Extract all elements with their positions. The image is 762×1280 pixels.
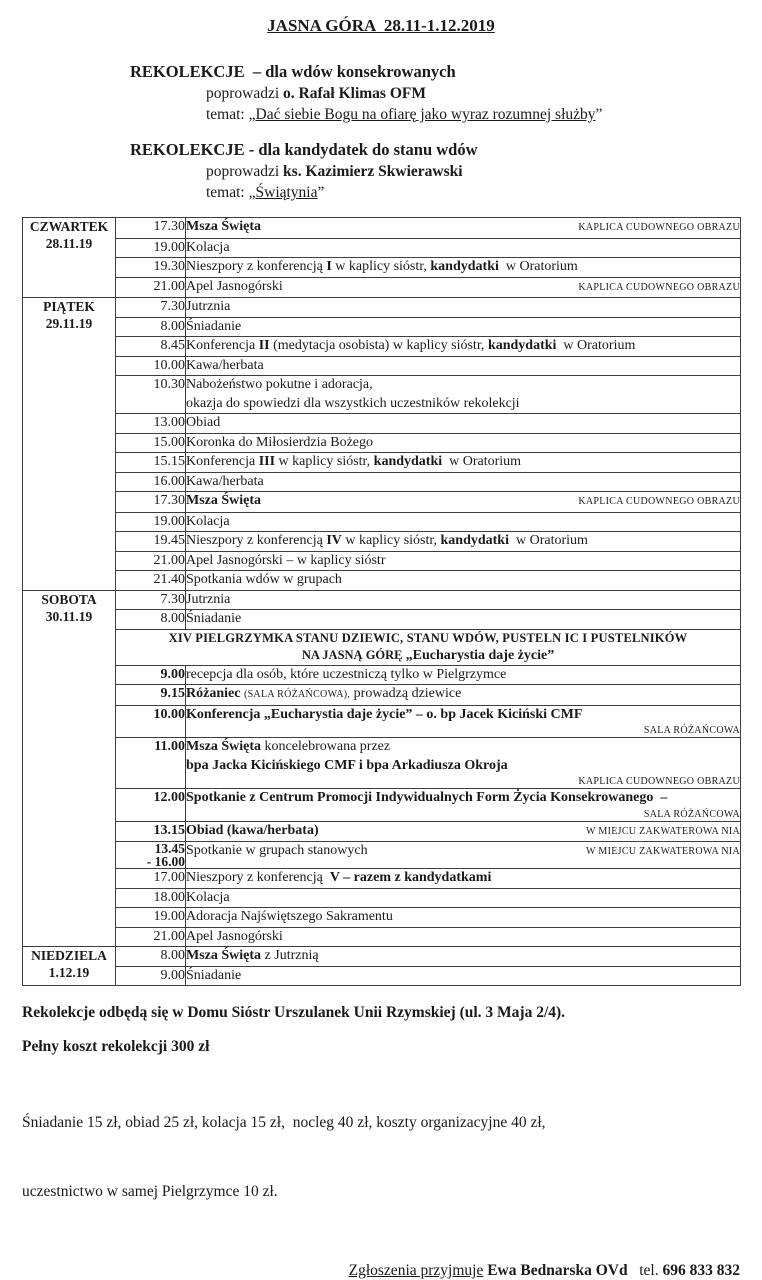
schedule-row <box>23 258 741 278</box>
schedule-row <box>23 238 741 258</box>
text-segment: Śniadanie <box>186 318 242 334</box>
event-line <box>186 738 740 757</box>
time-cell: 19.30 <box>116 258 186 278</box>
text-segment: Obiad (kawa/herbata) <box>186 822 319 838</box>
event-line <box>186 258 740 277</box>
text-segment: Nieszpory z konferencją <box>186 870 330 885</box>
time-cell: 16.00 <box>116 472 186 492</box>
footer-cost: Pełny koszt rekolekcji 300 zł <box>22 1038 210 1055</box>
event-text <box>186 218 261 237</box>
text-segment: w Oratorium <box>442 454 522 469</box>
text-segment: V – razem z kandydatkami <box>329 870 492 885</box>
retreat-leader-line <box>206 83 740 104</box>
text-segment: prowadzą dziewice <box>350 686 462 701</box>
text-segment: Ewa Bednarska OVd <box>487 1262 628 1279</box>
text-segment: Śniadanie <box>186 967 242 983</box>
leader-name: o. Rafał Klimas OFM <box>283 85 426 102</box>
retreat-name: REKOLEKCJE – dla wdów konsekrowanych <box>130 62 456 81</box>
time-cell: 10.00 <box>116 356 186 376</box>
event-line <box>186 453 740 472</box>
time-cell: 8.00 <box>116 947 186 967</box>
text-segment: Konferencja <box>186 338 259 353</box>
time-cell: 15.00 <box>116 433 186 453</box>
event-cell <box>186 376 741 414</box>
event-line <box>186 789 740 808</box>
day-cell <box>23 590 116 947</box>
pilgrimage-header-line <box>116 646 740 665</box>
time-cell: 15.15 <box>116 453 186 473</box>
time-cell: 8.00 <box>116 317 186 337</box>
event-line <box>186 337 740 356</box>
text-segment: Apel Jasnogórski – w kaplicy sióstr <box>186 552 386 568</box>
text-segment: Msza Święta <box>186 219 262 234</box>
time-cell: 21.40 <box>116 571 186 591</box>
footer-contact <box>22 1262 740 1280</box>
text-segment: w kaplicy sióstr, <box>275 454 374 469</box>
day-date: 30.11.19 <box>45 608 93 624</box>
text-segment: Kolacja <box>186 239 230 255</box>
event-line <box>186 889 740 908</box>
event-cell <box>186 258 741 278</box>
event-cell <box>186 789 741 822</box>
schedule-row <box>23 789 741 822</box>
time-cell: 7.30 <box>116 298 186 318</box>
time-cell: 9.15 <box>116 685 186 706</box>
text-segment: Spotkanie z Centrum Promocji Indywidualnych Form Życia Konsekrowanego – <box>186 790 668 805</box>
footer-prices-line2: uczestnictwo w samej Pielgrzymce 10 zł. <box>22 1183 278 1200</box>
text-segment: bpa Jacka Kicińskiego CMF i bpa Arkadiusza Okroja <box>186 757 508 773</box>
event-line <box>186 571 740 590</box>
day-date: 1.12.19 <box>48 965 90 980</box>
location-label: KAPLICA CUDOWNEGO OBRAZU <box>578 776 740 787</box>
leader-prefix: poprowadzi <box>206 85 284 102</box>
event-line <box>186 706 740 725</box>
event-line <box>186 513 740 532</box>
schedule-row <box>23 551 741 571</box>
event-cell <box>186 472 741 492</box>
event-line <box>186 685 740 705</box>
text-segment: 696 833 832 <box>662 1262 740 1279</box>
event-line <box>186 757 740 776</box>
time-cell: 10.00 <box>116 705 186 738</box>
text-segment: okazja do spowiedzi dla wszystkich uczestników rekolekcji <box>186 395 520 411</box>
schedule-row <box>23 629 741 665</box>
event-cell <box>186 705 741 738</box>
text-segment: w Oratorium <box>498 259 578 274</box>
text-segment: kandydatki <box>440 533 509 548</box>
retreat-leader-line <box>206 161 740 182</box>
event-cell <box>186 908 741 928</box>
time-cell: 17.00 <box>116 869 186 889</box>
schedule-row <box>23 738 741 789</box>
time-cell: 21.00 <box>116 927 186 947</box>
event-line <box>186 842 740 862</box>
text-segment: II <box>258 338 270 353</box>
text-segment: Konferencja „Eucharystia daje życie” – o. bp Jacek Kiciński CMF <box>186 706 583 722</box>
event-cell <box>186 551 741 571</box>
event-cell <box>186 590 741 610</box>
event-cell <box>186 337 741 357</box>
event-line <box>186 357 740 376</box>
footer-prices <box>22 1065 740 1249</box>
leader-prefix: poprowadzi <box>206 163 284 180</box>
page-title <box>22 16 740 36</box>
text-segment: Różaniec <box>186 686 244 701</box>
text-segment: Kawa/herbata <box>186 357 264 373</box>
event-line <box>186 492 740 512</box>
event-cell <box>186 821 741 842</box>
text-segment: (SALA RÓŻAŃCOWA), <box>243 689 351 700</box>
event-cell <box>186 433 741 453</box>
time-cell: 19.00 <box>116 908 186 928</box>
schedule-row <box>23 512 741 532</box>
day-cell <box>23 218 116 298</box>
title-text: JASNA GÓRA 28.11-1.12.2019 <box>267 16 495 35</box>
event-text <box>186 278 283 297</box>
schedule-row <box>23 532 741 552</box>
event-cell <box>186 317 741 337</box>
time-cell: 13.15 <box>116 821 186 842</box>
time-cell: 7.30 <box>116 590 186 610</box>
text-segment: kandydatki <box>430 259 499 274</box>
topic-prefix: temat: <box>206 106 249 123</box>
event-cell <box>186 665 741 685</box>
topic-prefix: temat: <box>206 184 249 201</box>
location-label: W MIEJCU ZAKWATEROWA NIA <box>586 825 740 837</box>
day-name: PIĄTEK <box>43 299 95 314</box>
day-name: SOBOTA <box>41 591 97 607</box>
location-label: KAPLICA CUDOWNEGO OBRAZU <box>578 496 740 507</box>
time-cell: 17.30 <box>116 218 186 239</box>
time-cell: 12.00 <box>116 789 186 822</box>
day-name: CZWARTEK <box>29 219 109 234</box>
topic-text: „Dać siebie Bogu na ofiarę jako wyraz rozumnej służby <box>248 106 596 123</box>
event-cell <box>186 414 741 434</box>
text-segment: Msza Święta <box>186 739 262 754</box>
text-segment: Kawa/herbata <box>186 473 264 489</box>
text-segment: Jutrznia <box>186 591 231 607</box>
event-line <box>186 591 740 610</box>
event-cell <box>186 869 741 889</box>
schedule-row <box>23 356 741 376</box>
event-cell <box>186 356 741 376</box>
day-date: 28.11.19 <box>45 236 93 251</box>
text-segment: w Oratorium <box>508 533 588 548</box>
event-cell <box>186 842 741 869</box>
time-cell: 18.00 <box>116 888 186 908</box>
time-cell: 19.00 <box>116 512 186 532</box>
time-cell: 9.00 <box>116 665 186 685</box>
text-segment: kandydatki <box>487 338 557 353</box>
schedule-row <box>23 869 741 889</box>
schedule-row <box>23 317 741 337</box>
event-text <box>186 492 261 511</box>
time-cell: 21.00 <box>116 551 186 571</box>
event-line <box>186 376 740 395</box>
event-line <box>186 298 740 317</box>
event-cell <box>186 277 741 298</box>
location-label: SALA RÓŻAŃCOWA <box>643 725 740 736</box>
text-segment: Kolacja <box>186 513 230 529</box>
footer-prices-line1: Śniadanie 15 zł, obiad 25 zł, kolacja 15 zł, nocleg 40 zł, koszty organizacyjne 40 zł, <box>22 1114 546 1131</box>
retreat-name: REKOLEKCJE - dla kandydatek do stanu wdów <box>130 140 478 159</box>
schedule-row <box>23 492 741 513</box>
event-cell <box>186 298 741 318</box>
text-segment: z Jutrznią <box>261 948 319 963</box>
event-cell <box>186 218 741 239</box>
retreat-widows <box>130 60 740 125</box>
event-cell <box>186 685 741 706</box>
time-cell: 19.00 <box>116 238 186 258</box>
text-segment: tel. <box>627 1262 663 1279</box>
schedule-row <box>23 218 741 239</box>
schedule-row <box>23 472 741 492</box>
text-segment: Jutrznia <box>186 299 231 314</box>
event-line <box>186 395 740 414</box>
text-segment: III <box>258 454 276 469</box>
retreat-topic-line <box>206 104 740 125</box>
event-cell <box>186 571 741 591</box>
schedule-row <box>23 685 741 706</box>
text-segment: Nieszpory z konferencją <box>186 259 327 274</box>
location-label: W MIEJCU ZAKWATEROWA NIA <box>586 846 740 857</box>
text-segment: Kolacja <box>186 889 230 905</box>
schedule-row <box>23 842 741 869</box>
event-line <box>186 278 740 298</box>
text-segment: Obiad <box>186 415 221 430</box>
text-segment: Spotkania wdów w grupach <box>186 572 342 587</box>
event-text <box>186 822 319 841</box>
text-segment: Msza Święta <box>186 493 262 508</box>
schedule-row <box>23 705 741 738</box>
schedule-row <box>23 908 741 928</box>
pilgrimage-header-line <box>116 630 740 646</box>
event-line <box>186 666 740 685</box>
event-cell <box>186 453 741 473</box>
retreat-topic-line <box>206 182 740 203</box>
event-cell <box>186 610 741 630</box>
text-segment: Msza Święta <box>186 948 262 963</box>
text-segment: w kaplicy sióstr, <box>331 259 431 274</box>
event-line <box>186 610 740 629</box>
event-line <box>186 947 740 966</box>
event-cell <box>186 947 741 967</box>
event-cell <box>186 927 741 947</box>
event-line <box>186 218 740 238</box>
event-cell <box>186 532 741 552</box>
event-cell <box>186 888 741 908</box>
event-cell <box>186 492 741 513</box>
text-segment: Adoracja Najświętszego Sakramentu <box>186 909 393 924</box>
location-label: KAPLICA CUDOWNEGO OBRAZU <box>578 281 740 293</box>
text-segment: Nieszpory z konferencją <box>186 533 327 548</box>
event-cell <box>186 238 741 258</box>
day-section-piątek <box>23 298 741 591</box>
text-segment: XIV PIELGRZYMKA STANU DZIEWIC, STANU WDÓW, PUSTELN IC I PUSTELNIKÓW <box>168 630 688 645</box>
day-section-sobota <box>23 590 741 947</box>
time-cell: 17.30 <box>116 492 186 513</box>
schedule-row <box>23 453 741 473</box>
schedule-row <box>23 821 741 842</box>
event-line <box>186 967 740 986</box>
day-cell <box>23 298 116 591</box>
text-segment: koncelebrowana przez <box>261 739 391 754</box>
event-line <box>186 552 740 571</box>
text-segment: NA JASNĄ GÓRĘ <box>301 647 406 662</box>
text-segment: „Eucharystia daje życie” <box>405 647 555 663</box>
time-cell: 10.30 <box>116 376 186 414</box>
time-cell: 8.00 <box>116 610 186 630</box>
topic-close-quote: ” <box>595 106 603 123</box>
schedule-row <box>23 610 741 630</box>
schedule-row <box>23 947 741 967</box>
event-line <box>186 434 740 453</box>
time-cell <box>116 842 186 869</box>
event-cell <box>186 966 741 986</box>
pilgrimage-header-cell <box>116 629 741 665</box>
time-cell: 8.45 <box>116 337 186 357</box>
text-segment: recepcja dla osób, które uczestniczą tylko w Pielgrzymce <box>186 666 507 682</box>
schedule-row <box>23 590 741 610</box>
event-line <box>186 414 740 433</box>
event-line <box>186 318 740 337</box>
schedule-row <box>23 298 741 318</box>
schedule-row <box>23 888 741 908</box>
time-cell: 9.00 <box>116 966 186 986</box>
text-segment: Apel Jasnogórski <box>186 278 283 294</box>
schedule-row <box>23 376 741 414</box>
event-line <box>186 473 740 492</box>
schedule-table <box>22 217 741 986</box>
location-label: SALA RÓŻAŃCOWA <box>643 808 740 820</box>
schedule-row <box>23 927 741 947</box>
schedule-row <box>23 337 741 357</box>
time-line: 13.45 <box>154 841 185 856</box>
text-segment: w Oratorium <box>556 338 636 353</box>
schedule-row <box>23 433 741 453</box>
day-date: 29.11.19 <box>45 316 93 331</box>
text-segment: w kaplicy sióstr, <box>341 533 441 548</box>
text-segment: kandydatki <box>373 454 443 469</box>
day-section-czwartek <box>23 218 741 298</box>
event-line <box>186 908 740 927</box>
day-cell <box>23 947 116 986</box>
text-segment: Nabożeństwo pokutne i adoracja, <box>186 377 373 392</box>
time-cell: 19.45 <box>116 532 186 552</box>
event-cell <box>186 512 741 532</box>
day-name: NIEDZIELA <box>31 948 107 963</box>
time-cell: 13.00 <box>116 414 186 434</box>
event-line <box>186 532 740 551</box>
event-line <box>186 822 740 842</box>
topic-text: „Świątynia <box>248 184 318 201</box>
time-line: - 16.00 <box>146 854 185 869</box>
text-segment: Zgłoszenia przyjmuje <box>348 1262 484 1279</box>
text-segment: IV <box>326 533 342 548</box>
leader-name: ks. Kazimierz Skwierawski <box>283 163 463 180</box>
schedule-row <box>23 665 741 685</box>
event-cell <box>186 738 741 789</box>
schedule-row <box>23 277 741 298</box>
event-text <box>186 842 368 861</box>
topic-close-quote: ” <box>317 184 325 201</box>
event-line <box>186 239 740 258</box>
time-cell: 21.00 <box>116 277 186 298</box>
text-segment: I <box>326 259 332 274</box>
event-line <box>186 928 740 947</box>
event-line <box>186 869 740 888</box>
text-segment: Spotkanie w grupach stanowych <box>186 843 368 858</box>
day-section-niedziela <box>23 947 741 986</box>
schedule-row <box>23 414 741 434</box>
time-cell: 11.00 <box>116 738 186 789</box>
location-label: KAPLICA CUDOWNEGO OBRAZU <box>578 222 740 233</box>
text-segment: Śniadanie <box>186 611 242 626</box>
text-segment: Apel Jasnogórski <box>186 928 283 944</box>
schedule-row <box>23 571 741 591</box>
footer-venue: Rekolekcje odbędą się w Domu Sióstr Urszulanek Unii Rzymskiej (ul. 3 Maja 2/4). <box>22 1004 566 1021</box>
schedule-row <box>23 966 741 986</box>
retreat-candidates <box>130 138 740 203</box>
text-segment: (medytacja osobista) w kaplicy sióstr, <box>269 338 488 353</box>
text-segment: Koronka do Miłosierdzia Bożego <box>186 434 374 450</box>
text-segment: Konferencja <box>186 454 259 469</box>
